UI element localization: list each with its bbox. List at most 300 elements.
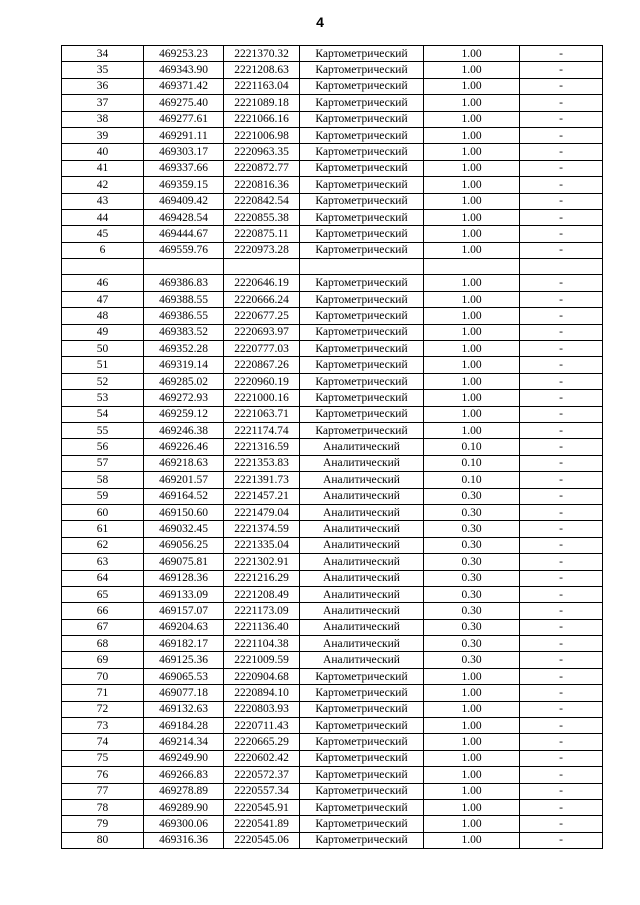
description-cell: - xyxy=(520,341,603,357)
method-cell: Картометрический xyxy=(300,799,424,815)
coordinates-table xyxy=(61,45,603,849)
accuracy-cell: 0.10 xyxy=(424,472,520,488)
accuracy-cell: 0.30 xyxy=(424,619,520,635)
accuracy-cell: 1.00 xyxy=(424,275,520,291)
table-row xyxy=(62,701,603,717)
point-number-cell: 73 xyxy=(62,718,144,734)
point-number-cell: 71 xyxy=(62,685,144,701)
table-row xyxy=(62,95,603,111)
table-row xyxy=(62,504,603,520)
table-row xyxy=(62,816,603,832)
table-row xyxy=(62,324,603,340)
point-number-cell xyxy=(62,259,144,275)
accuracy-cell: 0.30 xyxy=(424,636,520,652)
x-coordinate-cell: 469253.23 xyxy=(144,46,224,62)
point-number-cell: 64 xyxy=(62,570,144,586)
x-coordinate-cell: 469291.11 xyxy=(144,127,224,143)
method-cell: Аналитический xyxy=(300,537,424,553)
table-row xyxy=(62,275,603,291)
table-row xyxy=(62,160,603,176)
point-number-cell: 63 xyxy=(62,554,144,570)
accuracy-cell: 0.30 xyxy=(424,488,520,504)
point-number-cell: 39 xyxy=(62,127,144,143)
x-coordinate-cell: 469316.36 xyxy=(144,832,224,848)
description-cell: - xyxy=(520,488,603,504)
method-cell: Аналитический xyxy=(300,439,424,455)
x-coordinate-cell: 469266.83 xyxy=(144,767,224,783)
y-coordinate-cell: 2220960.19 xyxy=(224,373,300,389)
table-row xyxy=(62,193,603,209)
table-row xyxy=(62,783,603,799)
table-row xyxy=(62,209,603,225)
accuracy-cell: 1.00 xyxy=(424,308,520,324)
y-coordinate-cell: 2220557.34 xyxy=(224,783,300,799)
y-coordinate-cell: 2220803.93 xyxy=(224,701,300,717)
description-cell: - xyxy=(520,734,603,750)
method-cell: Аналитический xyxy=(300,603,424,619)
method-cell: Картометрический xyxy=(300,701,424,717)
description-cell: - xyxy=(520,177,603,193)
point-number-cell: 41 xyxy=(62,160,144,176)
table-row xyxy=(62,767,603,783)
accuracy-cell xyxy=(424,259,520,275)
description-cell: - xyxy=(520,685,603,701)
accuracy-cell: 1.00 xyxy=(424,816,520,832)
point-number-cell: 6 xyxy=(62,242,144,258)
method-cell: Картометрический xyxy=(300,373,424,389)
method-cell: Картометрический xyxy=(300,127,424,143)
x-coordinate-cell: 469359.15 xyxy=(144,177,224,193)
method-cell: Картометрический xyxy=(300,78,424,94)
x-coordinate-cell: 469032.45 xyxy=(144,521,224,537)
description-cell xyxy=(520,259,603,275)
description-cell: - xyxy=(520,291,603,307)
description-cell: - xyxy=(520,619,603,635)
point-number-cell: 69 xyxy=(62,652,144,668)
y-coordinate-cell: 2221370.32 xyxy=(224,46,300,62)
point-number-cell: 42 xyxy=(62,177,144,193)
method-cell: Картометрический xyxy=(300,750,424,766)
accuracy-cell: 0.30 xyxy=(424,586,520,602)
table-row xyxy=(62,750,603,766)
point-number-cell: 61 xyxy=(62,521,144,537)
y-coordinate-cell: 2221006.98 xyxy=(224,127,300,143)
table-row xyxy=(62,570,603,586)
page-number: 4 xyxy=(316,14,324,30)
y-coordinate-cell: 2221457.21 xyxy=(224,488,300,504)
x-coordinate-cell: 469259.12 xyxy=(144,406,224,422)
description-cell: - xyxy=(520,816,603,832)
description-cell: - xyxy=(520,799,603,815)
table-row xyxy=(62,636,603,652)
point-number-cell: 40 xyxy=(62,144,144,160)
description-cell: - xyxy=(520,193,603,209)
table-row xyxy=(62,799,603,815)
x-coordinate-cell: 469249.90 xyxy=(144,750,224,766)
x-coordinate-cell: 469272.93 xyxy=(144,390,224,406)
description-cell: - xyxy=(520,718,603,734)
point-number-cell: 68 xyxy=(62,636,144,652)
accuracy-cell: 1.00 xyxy=(424,357,520,373)
x-coordinate-cell: 469303.17 xyxy=(144,144,224,160)
x-coordinate-cell: 469125.36 xyxy=(144,652,224,668)
description-cell: - xyxy=(520,62,603,78)
description-cell: - xyxy=(520,209,603,225)
description-cell: - xyxy=(520,603,603,619)
description-cell: - xyxy=(520,46,603,62)
x-coordinate-cell: 469386.55 xyxy=(144,308,224,324)
x-coordinate-cell: 469277.61 xyxy=(144,111,224,127)
table-row xyxy=(62,291,603,307)
accuracy-cell: 1.00 xyxy=(424,783,520,799)
table-row xyxy=(62,668,603,684)
y-coordinate-cell: 2221136.40 xyxy=(224,619,300,635)
method-cell: Картометрический xyxy=(300,291,424,307)
y-coordinate-cell: 2221063.71 xyxy=(224,406,300,422)
method-cell: Картометрический xyxy=(300,324,424,340)
accuracy-cell: 0.30 xyxy=(424,554,520,570)
x-coordinate-cell: 469075.81 xyxy=(144,554,224,570)
accuracy-cell: 1.00 xyxy=(424,46,520,62)
method-cell: Картометрический xyxy=(300,308,424,324)
table-row xyxy=(62,652,603,668)
point-number-cell: 54 xyxy=(62,406,144,422)
method-cell: Картометрический xyxy=(300,242,424,258)
accuracy-cell: 1.00 xyxy=(424,226,520,242)
x-coordinate-cell: 469428.54 xyxy=(144,209,224,225)
y-coordinate-cell: 2221216.29 xyxy=(224,570,300,586)
accuracy-cell: 1.00 xyxy=(424,209,520,225)
x-coordinate-cell: 469337.66 xyxy=(144,160,224,176)
accuracy-cell: 1.00 xyxy=(424,799,520,815)
accuracy-cell: 1.00 xyxy=(424,111,520,127)
accuracy-cell: 1.00 xyxy=(424,373,520,389)
x-coordinate-cell: 469275.40 xyxy=(144,95,224,111)
accuracy-cell: 1.00 xyxy=(424,767,520,783)
description-cell: - xyxy=(520,701,603,717)
table-row xyxy=(62,390,603,406)
accuracy-cell: 1.00 xyxy=(424,144,520,160)
y-coordinate-cell: 2221009.59 xyxy=(224,652,300,668)
description-cell: - xyxy=(520,226,603,242)
y-coordinate-cell: 2220572.37 xyxy=(224,767,300,783)
description-cell: - xyxy=(520,636,603,652)
description-cell: - xyxy=(520,472,603,488)
point-number-cell: 58 xyxy=(62,472,144,488)
y-coordinate-cell: 2221353.83 xyxy=(224,455,300,471)
description-cell: - xyxy=(520,95,603,111)
y-coordinate-cell: 2220665.29 xyxy=(224,734,300,750)
x-coordinate-cell: 469343.90 xyxy=(144,62,224,78)
point-number-cell: 51 xyxy=(62,357,144,373)
x-coordinate-cell: 469182.17 xyxy=(144,636,224,652)
method-cell: Аналитический xyxy=(300,554,424,570)
table-row xyxy=(62,242,603,258)
y-coordinate-cell: 2221208.49 xyxy=(224,586,300,602)
point-number-cell: 45 xyxy=(62,226,144,242)
description-cell: - xyxy=(520,668,603,684)
method-cell: Картометрический xyxy=(300,422,424,438)
x-coordinate-cell: 469164.52 xyxy=(144,488,224,504)
y-coordinate-cell: 2220842.54 xyxy=(224,193,300,209)
y-coordinate-cell: 2220541.89 xyxy=(224,816,300,832)
y-coordinate-cell: 2220855.38 xyxy=(224,209,300,225)
y-coordinate-cell: 2221374.59 xyxy=(224,521,300,537)
table-row xyxy=(62,406,603,422)
accuracy-cell: 1.00 xyxy=(424,95,520,111)
accuracy-cell: 1.00 xyxy=(424,324,520,340)
description-cell: - xyxy=(520,652,603,668)
accuracy-cell: 1.00 xyxy=(424,422,520,438)
point-number-cell: 49 xyxy=(62,324,144,340)
description-cell: - xyxy=(520,308,603,324)
x-coordinate-cell: 469214.34 xyxy=(144,734,224,750)
point-number-cell: 77 xyxy=(62,783,144,799)
description-cell: - xyxy=(520,422,603,438)
method-cell: Картометрический xyxy=(300,144,424,160)
x-coordinate-cell: 469184.28 xyxy=(144,718,224,734)
y-coordinate-cell: 2220646.19 xyxy=(224,275,300,291)
accuracy-cell: 1.00 xyxy=(424,832,520,848)
method-cell: Картометрический xyxy=(300,357,424,373)
y-coordinate-cell: 2220693.97 xyxy=(224,324,300,340)
accuracy-cell: 1.00 xyxy=(424,406,520,422)
x-coordinate-cell: 469352.28 xyxy=(144,341,224,357)
description-cell: - xyxy=(520,439,603,455)
description-cell: - xyxy=(520,832,603,848)
coordinates-table-body xyxy=(62,46,603,849)
table-row xyxy=(62,127,603,143)
x-coordinate-cell: 469204.63 xyxy=(144,619,224,635)
table-row xyxy=(62,521,603,537)
table-row xyxy=(62,46,603,62)
accuracy-cell: 1.00 xyxy=(424,390,520,406)
x-coordinate-cell: 469150.60 xyxy=(144,504,224,520)
y-coordinate-cell: 2221066.16 xyxy=(224,111,300,127)
table-row xyxy=(62,422,603,438)
y-coordinate-cell: 2221208.63 xyxy=(224,62,300,78)
table-row xyxy=(62,341,603,357)
point-number-cell: 76 xyxy=(62,767,144,783)
accuracy-cell: 1.00 xyxy=(424,62,520,78)
y-coordinate-cell: 2221335.04 xyxy=(224,537,300,553)
method-cell: Аналитический xyxy=(300,570,424,586)
point-number-cell: 48 xyxy=(62,308,144,324)
description-cell: - xyxy=(520,390,603,406)
method-cell: Аналитический xyxy=(300,636,424,652)
method-cell: Аналитический xyxy=(300,586,424,602)
point-number-cell: 34 xyxy=(62,46,144,62)
method-cell: Картометрический xyxy=(300,734,424,750)
point-number-cell: 37 xyxy=(62,95,144,111)
table-row xyxy=(62,734,603,750)
table-row xyxy=(62,685,603,701)
accuracy-cell: 0.30 xyxy=(424,521,520,537)
accuracy-cell: 1.00 xyxy=(424,78,520,94)
table-row xyxy=(62,177,603,193)
accuracy-cell: 0.30 xyxy=(424,537,520,553)
method-cell: Картометрический xyxy=(300,226,424,242)
x-coordinate-cell: 469133.09 xyxy=(144,586,224,602)
point-number-cell: 72 xyxy=(62,701,144,717)
table-row xyxy=(62,603,603,619)
point-number-cell: 44 xyxy=(62,209,144,225)
y-coordinate-cell: 2221174.74 xyxy=(224,422,300,438)
point-number-cell: 78 xyxy=(62,799,144,815)
x-coordinate-cell: 469386.83 xyxy=(144,275,224,291)
method-cell: Картометрический xyxy=(300,783,424,799)
description-cell: - xyxy=(520,324,603,340)
description-cell: - xyxy=(520,242,603,258)
description-cell: - xyxy=(520,160,603,176)
method-cell: Картометрический xyxy=(300,341,424,357)
description-cell: - xyxy=(520,750,603,766)
point-number-cell: 55 xyxy=(62,422,144,438)
accuracy-cell: 1.00 xyxy=(424,160,520,176)
method-cell: Картометрический xyxy=(300,177,424,193)
accuracy-cell: 1.00 xyxy=(424,341,520,357)
point-number-cell: 36 xyxy=(62,78,144,94)
point-number-cell: 57 xyxy=(62,455,144,471)
x-coordinate-cell: 469409.42 xyxy=(144,193,224,209)
x-coordinate-cell: 469218.63 xyxy=(144,455,224,471)
y-coordinate-cell: 2220973.28 xyxy=(224,242,300,258)
point-number-cell: 47 xyxy=(62,291,144,307)
y-coordinate-cell: 2220777.03 xyxy=(224,341,300,357)
point-number-cell: 46 xyxy=(62,275,144,291)
table-row xyxy=(62,619,603,635)
x-coordinate-cell: 469065.53 xyxy=(144,668,224,684)
method-cell: Картометрический xyxy=(300,275,424,291)
x-coordinate-cell: 469201.57 xyxy=(144,472,224,488)
x-coordinate-cell: 469246.38 xyxy=(144,422,224,438)
y-coordinate-cell: 2221302.91 xyxy=(224,554,300,570)
y-coordinate-cell: 2220602.42 xyxy=(224,750,300,766)
method-cell: Картометрический xyxy=(300,111,424,127)
accuracy-cell: 1.00 xyxy=(424,177,520,193)
description-cell: - xyxy=(520,111,603,127)
description-cell: - xyxy=(520,554,603,570)
method-cell xyxy=(300,259,424,275)
accuracy-cell: 1.00 xyxy=(424,718,520,734)
description-cell: - xyxy=(520,767,603,783)
accuracy-cell: 1.00 xyxy=(424,685,520,701)
accuracy-cell: 0.30 xyxy=(424,652,520,668)
point-number-cell: 67 xyxy=(62,619,144,635)
point-number-cell: 35 xyxy=(62,62,144,78)
method-cell: Картометрический xyxy=(300,95,424,111)
x-coordinate-cell: 469132.63 xyxy=(144,701,224,717)
point-number-cell: 56 xyxy=(62,439,144,455)
method-cell: Аналитический xyxy=(300,652,424,668)
y-coordinate-cell: 2221391.73 xyxy=(224,472,300,488)
point-number-cell: 43 xyxy=(62,193,144,209)
x-coordinate-cell: 469319.14 xyxy=(144,357,224,373)
point-number-cell: 66 xyxy=(62,603,144,619)
y-coordinate-cell: 2220666.24 xyxy=(224,291,300,307)
description-cell: - xyxy=(520,275,603,291)
method-cell: Картометрический xyxy=(300,767,424,783)
table-row xyxy=(62,472,603,488)
method-cell: Картометрический xyxy=(300,209,424,225)
table-row xyxy=(62,488,603,504)
method-cell: Аналитический xyxy=(300,472,424,488)
description-cell: - xyxy=(520,537,603,553)
point-number-cell: 38 xyxy=(62,111,144,127)
description-cell: - xyxy=(520,586,603,602)
description-cell: - xyxy=(520,783,603,799)
table-row xyxy=(62,357,603,373)
x-coordinate-cell: 469371.42 xyxy=(144,78,224,94)
x-coordinate-cell: 469128.36 xyxy=(144,570,224,586)
description-cell: - xyxy=(520,127,603,143)
table-row xyxy=(62,718,603,734)
x-coordinate-cell: 469559.76 xyxy=(144,242,224,258)
description-cell: - xyxy=(520,570,603,586)
method-cell: Картометрический xyxy=(300,62,424,78)
accuracy-cell: 0.10 xyxy=(424,455,520,471)
accuracy-cell: 1.00 xyxy=(424,750,520,766)
method-cell: Аналитический xyxy=(300,521,424,537)
method-cell: Картометрический xyxy=(300,406,424,422)
accuracy-cell: 0.10 xyxy=(424,439,520,455)
x-coordinate-cell: 469157.07 xyxy=(144,603,224,619)
description-cell: - xyxy=(520,521,603,537)
method-cell: Картометрический xyxy=(300,832,424,848)
table-row xyxy=(62,226,603,242)
y-coordinate-cell: 2220872.77 xyxy=(224,160,300,176)
table-row xyxy=(62,455,603,471)
y-coordinate-cell: 2220677.25 xyxy=(224,308,300,324)
y-coordinate-cell: 2220545.91 xyxy=(224,799,300,815)
description-cell: - xyxy=(520,373,603,389)
point-number-cell: 79 xyxy=(62,816,144,832)
x-coordinate-cell: 469278.89 xyxy=(144,783,224,799)
table-row xyxy=(62,308,603,324)
table-row xyxy=(62,62,603,78)
x-coordinate-cell: 469077.18 xyxy=(144,685,224,701)
x-coordinate-cell: 469289.90 xyxy=(144,799,224,815)
point-number-cell: 74 xyxy=(62,734,144,750)
table-row xyxy=(62,537,603,553)
point-number-cell: 65 xyxy=(62,586,144,602)
y-coordinate-cell: 2221000.16 xyxy=(224,390,300,406)
description-cell: - xyxy=(520,144,603,160)
point-number-cell: 50 xyxy=(62,341,144,357)
y-coordinate-cell: 2221479.04 xyxy=(224,504,300,520)
description-cell: - xyxy=(520,406,603,422)
table-row xyxy=(62,78,603,94)
description-cell: - xyxy=(520,504,603,520)
method-cell: Картометрический xyxy=(300,685,424,701)
point-number-cell: 80 xyxy=(62,832,144,848)
description-cell: - xyxy=(520,78,603,94)
y-coordinate-cell: 2220867.26 xyxy=(224,357,300,373)
method-cell: Аналитический xyxy=(300,455,424,471)
accuracy-cell: 1.00 xyxy=(424,242,520,258)
accuracy-cell: 1.00 xyxy=(424,668,520,684)
accuracy-cell: 0.30 xyxy=(424,570,520,586)
accuracy-cell: 1.00 xyxy=(424,734,520,750)
accuracy-cell: 1.00 xyxy=(424,291,520,307)
description-cell: - xyxy=(520,455,603,471)
method-cell: Аналитический xyxy=(300,619,424,635)
y-coordinate-cell: 2221104.38 xyxy=(224,636,300,652)
y-coordinate-cell: 2220963.35 xyxy=(224,144,300,160)
point-number-cell: 52 xyxy=(62,373,144,389)
x-coordinate-cell: 469444.67 xyxy=(144,226,224,242)
x-coordinate-cell xyxy=(144,259,224,275)
